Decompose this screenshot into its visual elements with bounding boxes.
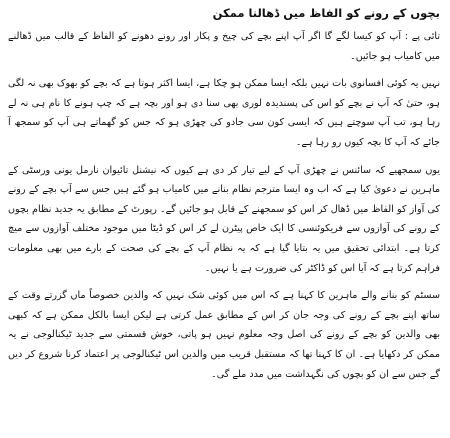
article-paragraph-1: تائی پے : آپ کو کیسا لگے گا اگر آپ اپنے بچے کی چیخ و پکار اور رونے دھونے کو الفاظ کے قالب میں ڈھالنے میں کامیاب ہو جائیں۔	[8, 31, 440, 62]
article-title: بچوں کے رونے کو الفاظ میں ڈھالنا ممکن	[212, 6, 440, 20]
article-paragraph-3: یوں سمجھیے کہ سائنس نے چھڑی آپ کے لیے تیار کر دی ہے کیوں کہ نیشنل تائیوان نارمل یونی ورسٹی کے ماہرین نے دعویٰ کیا ہے کہ اب وہ ایسا مترجم نظام بنانے میں کامیاب ہو گئے ہیں جس سے آپ بچے کے رونے کی آواز کو الفاظ میں ڈھال کر اس کو سمجھنے کے قابل ہو جائیں گے۔ رپورٹ کے مطابق یہ جدید نظام بچوں کے رونے کی آوازوں سے فریکوئنسی کا ایک خاص پیٹرن لے کر اس کو ڈیٹا میں موجود مختلف آوازوں سے میچ کرتا ہے۔ ابتدائی تحقیق میں یہ بتایا گیا ہے کہ یہ نظام آپ کے بچے کی صحت کے بارے میں بھی معلومات فراہم کرتا ہے کہ آیا اس کو ڈاکٹر کی ضرورت ہے یا نہیں۔	[8, 164, 440, 274]
article-paragraph-2: نہیں یہ کوئی افسانوی بات نہیں بلکہ ایسا ممکن ہو چکا ہے، ایسا اکثر ہوتا ہے کہ بچے کو بھوک بھی نہ لگی ہو، حتیٰ کہ آپ نے بچے کو اس کی پسندیدہ لوری بھی سنا دی ہو اور بچہ ہے کہ چپ ہونے کا نام ہی نہ لے رہا ہو، تب آپ سوچتے ہیں کہ ایسی کون سی جادو کی چھڑی ہو کہ جس کو گھماتے ہی آپ کو سمجھ آ جائے کہ آپ کا بچہ کیوں رو رہا ہے۔	[8, 78, 440, 148]
article-paragraph-4: سسٹم کو بنانے والے ماہرین کا کہنا ہے کہ اس میں کوئی شک نہیں کہ والدین خصوصاً ماں گزرتے وقت کے ساتھ اپنے بچے کے رونے کی وجہ جان کر اس کے مطابق عمل کرتی ہے لیکن ایسا بالکل ممکن ہے کہ کبھی بھی والدین کو بچے کے رونے کی اصل وجہ معلوم نہیں ہو پاتی، خوش قسمتی سے جدید ٹیکنالوجی نے یہ ممکن کر دکھایا ہے۔ ان کا کہنا تھا کہ مستقبل قریب میں والدین اس ٹیکنالوجی پر اعتماد کرنا شروع کر دیں گے جس سے ان کو بچوں کی نگہداشت میں مدد ملے گی۔	[8, 290, 440, 380]
